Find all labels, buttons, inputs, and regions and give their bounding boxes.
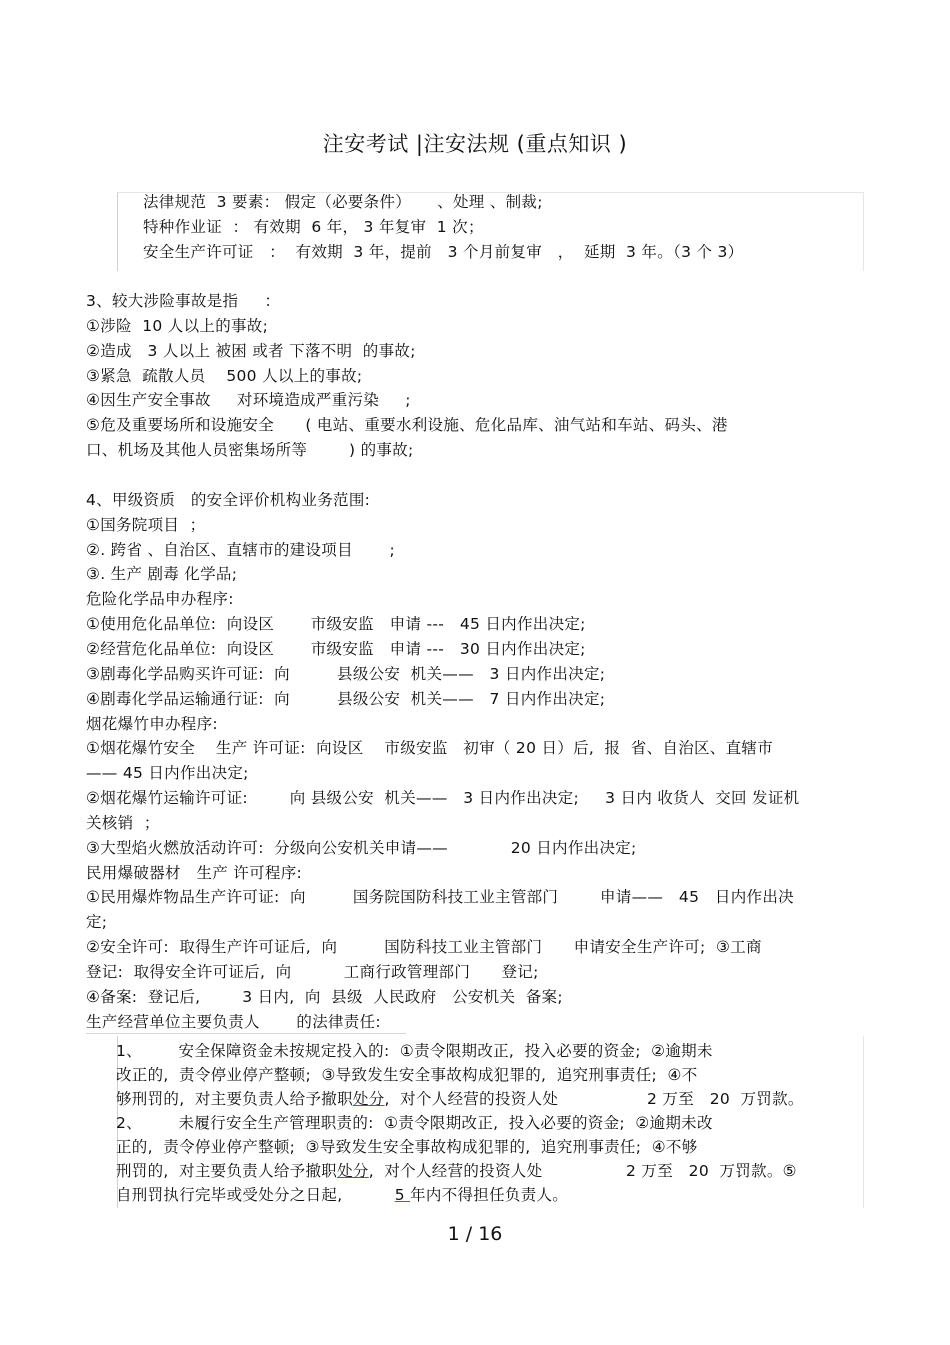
body-line: ⑤危及重要场所和设施安全 ( 电站、重要水利设施、危化品库、油气站和车站、码头、港: [86, 416, 728, 435]
body-line: ②. 跨省 、自治区、直辖市的建设项目 ;: [86, 540, 395, 559]
divider: [86, 1033, 406, 1034]
liability-line: 自刑罚执行完毕或受处分之日起, 5 年内不得担任负责人。: [116, 1186, 569, 1204]
body-line: ④备案: 登记后, 3 日内, 向 县级 人民政府 公安机关 备案;: [86, 987, 563, 1006]
body-line: —— 45 日内作出决定;: [86, 764, 249, 783]
liability-line: 刑罚的, 对主要负责人给予撤职处分, 对个人经营的投资人处 2 万至 20 万罚款。⑤: [116, 1162, 797, 1180]
body-line: 定;: [86, 913, 108, 932]
summary-line: 特种作业证 ： 有效期 6 年， 3 年复审 1 次；: [143, 218, 484, 236]
underlined-text: 处分: [337, 1162, 369, 1180]
liability-line: 1、 安全保障资金未按规定投入的: ①责令限期改正, 投入必要的资金; ②逾期未: [116, 1042, 713, 1060]
body-line: ①民用爆炸物品生产许可证: 向 国务院国防科技工业主管部门 申请—— 45 日内作出决: [86, 888, 794, 907]
body-line: ③剧毒化学品购买许可证: 向 县级公安 机关—— 3 日内作出决定;: [86, 664, 606, 683]
body-line: ②安全许可: 取得生产许可证后, 向 国防科技工业主管部门 申请安全生产许可; ③工商: [86, 938, 762, 957]
liability-line: 正的, 责令停业停产整顿; ③导致发生安全事故构成犯罪的, 追究刑事责任; ④不够: [116, 1138, 698, 1156]
summary-line: 法律规范 3 要素： 假定（必要条件） 、处理 、制裁;: [143, 193, 543, 211]
body-line: ③. 生产 剧毒 化学品;: [86, 565, 238, 584]
document-title: 注安考试 |注安法规 (重点知识 ): [322, 132, 628, 156]
body-line: ④因生产安全事故 对环境造成严重污染 ;: [86, 391, 411, 410]
body-line: 登记: 取得安全许可证后, 向 工商行政管理部门 登记;: [86, 963, 539, 981]
body-line: 生产经营单位主要负责人 的法律责任:: [86, 1012, 381, 1031]
body-line: ①烟花爆竹安全 生产 许可证: 向设区 市级安监 初审（ 20 日）后, 报 省、自治区、直辖市: [86, 739, 774, 758]
liability-line: 够刑罚的, 对主要负责人给予撤职处分, 对个人经营的投资人处 2 万至 20 万罚款。: [116, 1090, 804, 1108]
body-line: ②造成 3 人以上 被困 或者 下落不明 的事故;: [86, 341, 416, 360]
body-line: ②烟花爆竹运输许可证: 向 县级公安 机关—— 3 日内作出决定; 3 日内 收货人 交回 发证机: [86, 789, 800, 807]
body-line: 民用爆破器材 生产 许可程序:: [86, 863, 303, 882]
body-line: ①涉险 10 人以上的事故;: [86, 316, 269, 335]
body-line: 口、机场及其他人员密集场所等 ) 的事故;: [86, 441, 414, 460]
underlined-text: 5: [394, 1186, 411, 1204]
summary-line: 安全生产许可证 ： 有效期 3 年，提前 3 个月前复审 ， 延期 3 年。（3 个 3）: [143, 243, 744, 261]
body-line: ①使用危化品单位: 向设区 市级安监 申请 --- 45 日内作出决定;: [86, 615, 586, 633]
body-line: ④剧毒化学品运输通行证: 向 县级公安 机关—— 7 日内作出决定;: [86, 689, 606, 708]
body-line: 关核销 ；: [86, 813, 160, 832]
body-line: ①国务院项目 ；: [86, 515, 206, 534]
page-number: 1 / 16: [447, 1223, 503, 1245]
body-line: 危险化学品申办程序:: [86, 590, 234, 609]
body-line: ③大型焰火燃放活动许可: 分级向公安机关申请—— 20 日内作出决定;: [86, 838, 637, 857]
body-line: ②经营危化品单位: 向设区 市级安监 申请 --- 30 日内作出决定;: [86, 639, 586, 658]
body-line: ③紧急 疏散人员 500 人以上的事故;: [86, 366, 363, 385]
liability-line: 改正的, 责令停业停产整顿; ③导致发生安全事故构成犯罪的, 追究刑事责任; ④不: [116, 1066, 698, 1084]
body-line: 4、甲级资质 的安全评价机构业务范围:: [86, 490, 371, 509]
liability-line: 2、 未履行安全生产管理职责的: ①责令限期改正, 投入必要的资金; ②逾期未改: [116, 1114, 713, 1132]
body-line: 3、较大涉险事故是指 ：: [86, 292, 281, 310]
body-line: 烟花爆竹申办程序:: [86, 714, 218, 733]
underlined-text: 处分: [352, 1090, 385, 1108]
